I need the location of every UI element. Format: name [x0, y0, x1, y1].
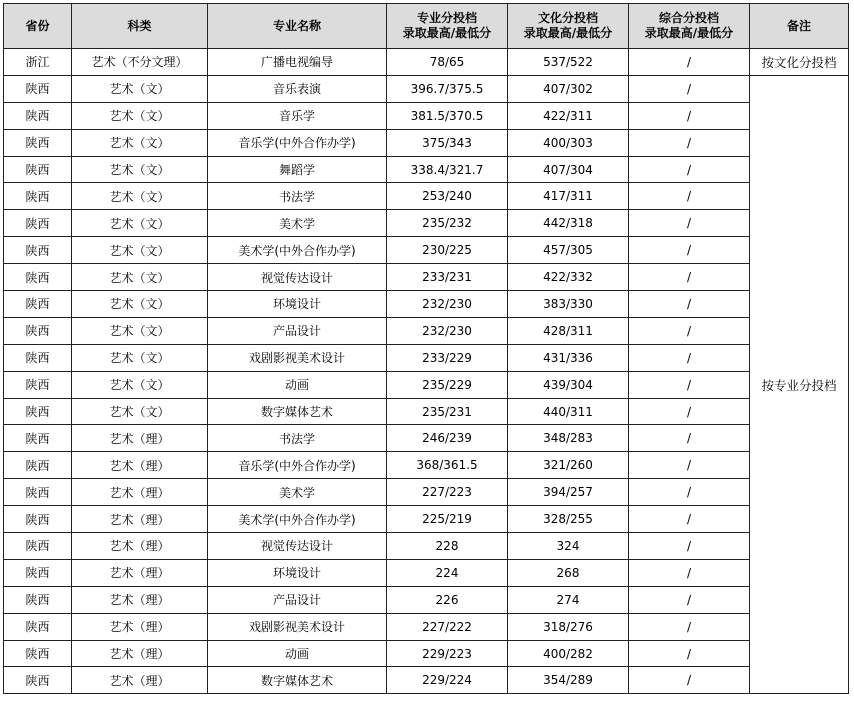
pro-score-cell: 232/230 — [387, 317, 508, 344]
major-cell: 音乐学(中外合作办学) — [208, 452, 387, 479]
culture-score-cell: 407/304 — [508, 156, 629, 183]
composite-score-cell: / — [629, 506, 750, 533]
composite-score-cell: / — [629, 210, 750, 237]
major-cell: 戏剧影视美术设计 — [208, 344, 387, 371]
province-cell: 陕西 — [4, 264, 72, 291]
composite-score-cell: / — [629, 425, 750, 452]
pro-score-cell: 338.4/321.7 — [387, 156, 508, 183]
note-cell-culture: 按文化分投档 — [750, 49, 849, 76]
province-cell: 陕西 — [4, 344, 72, 371]
category-cell: 艺术（文） — [72, 398, 208, 425]
major-cell: 美术学(中外合作办学) — [208, 506, 387, 533]
culture-score-cell: 442/318 — [508, 210, 629, 237]
major-cell: 动画 — [208, 640, 387, 667]
pro-score-cell: 224 — [387, 559, 508, 586]
pro-score-cell: 233/231 — [387, 264, 508, 291]
category-cell: 艺术（不分文理） — [72, 49, 208, 76]
composite-score-cell: / — [629, 479, 750, 506]
province-cell: 陕西 — [4, 452, 72, 479]
composite-score-cell: / — [629, 344, 750, 371]
province-cell: 陕西 — [4, 559, 72, 586]
major-cell: 产品设计 — [208, 586, 387, 613]
category-cell: 艺术（文） — [72, 237, 208, 264]
category-cell: 艺术（理） — [72, 452, 208, 479]
major-cell: 广播电视编导 — [208, 49, 387, 76]
province-cell: 陕西 — [4, 667, 72, 694]
major-cell: 产品设计 — [208, 317, 387, 344]
province-cell: 陕西 — [4, 640, 72, 667]
table-row — [4, 425, 849, 452]
table-row — [4, 156, 849, 183]
category-cell: 艺术（文） — [72, 156, 208, 183]
province-cell: 陕西 — [4, 129, 72, 156]
culture-score-cell: 537/522 — [508, 49, 629, 76]
category-cell: 艺术（文） — [72, 75, 208, 102]
province-cell: 陕西 — [4, 371, 72, 398]
header-culture-score-line1: 文化分投档 — [537, 11, 598, 25]
table-row — [4, 49, 849, 76]
category-cell: 艺术（理） — [72, 613, 208, 640]
culture-score-cell: 324 — [508, 533, 629, 560]
table-row — [4, 613, 849, 640]
category-cell: 艺术（文） — [72, 344, 208, 371]
composite-score-cell: / — [629, 398, 750, 425]
major-cell: 音乐表演 — [208, 75, 387, 102]
culture-score-cell: 274 — [508, 586, 629, 613]
pro-score-cell: 235/229 — [387, 371, 508, 398]
composite-score-cell: / — [629, 264, 750, 291]
major-cell: 美术学 — [208, 479, 387, 506]
composite-score-cell: / — [629, 129, 750, 156]
province-cell: 陕西 — [4, 317, 72, 344]
pro-score-cell: 226 — [387, 586, 508, 613]
pro-score-cell: 230/225 — [387, 237, 508, 264]
category-cell: 艺术（文） — [72, 317, 208, 344]
culture-score-cell: 354/289 — [508, 667, 629, 694]
province-cell: 陕西 — [4, 479, 72, 506]
header-pro-score-line1: 专业分投档 — [416, 11, 477, 25]
pro-score-cell: 229/224 — [387, 667, 508, 694]
province-cell: 陕西 — [4, 613, 72, 640]
major-cell: 数字媒体艺术 — [208, 398, 387, 425]
culture-score-cell: 348/283 — [508, 425, 629, 452]
table-row — [4, 640, 849, 667]
composite-score-cell: / — [629, 75, 750, 102]
province-cell: 陕西 — [4, 425, 72, 452]
pro-score-cell: 368/361.5 — [387, 452, 508, 479]
composite-score-cell: / — [629, 49, 750, 76]
culture-score-cell: 318/276 — [508, 613, 629, 640]
composite-score-cell: / — [629, 586, 750, 613]
province-cell: 陕西 — [4, 586, 72, 613]
pro-score-cell: 381.5/370.5 — [387, 102, 508, 129]
culture-score-cell: 383/330 — [508, 291, 629, 318]
culture-score-cell: 431/336 — [508, 344, 629, 371]
table-row — [4, 183, 849, 210]
major-cell: 美术学(中外合作办学) — [208, 237, 387, 264]
pro-score-cell: 227/223 — [387, 479, 508, 506]
table-row — [4, 479, 849, 506]
province-cell: 陕西 — [4, 156, 72, 183]
pro-score-cell: 396.7/375.5 — [387, 75, 508, 102]
province-cell: 陕西 — [4, 291, 72, 318]
major-cell: 环境设计 — [208, 291, 387, 318]
header-row — [4, 4, 849, 49]
table-row — [4, 586, 849, 613]
table-row — [4, 506, 849, 533]
province-cell: 陕西 — [4, 183, 72, 210]
category-cell: 艺术（文） — [72, 183, 208, 210]
culture-score-cell: 400/303 — [508, 129, 629, 156]
table-row — [4, 264, 849, 291]
composite-score-cell: / — [629, 667, 750, 694]
culture-score-cell: 439/304 — [508, 371, 629, 398]
composite-score-cell: / — [629, 102, 750, 129]
major-cell: 视觉传达设计 — [208, 533, 387, 560]
category-cell: 艺术（文） — [72, 371, 208, 398]
major-cell: 音乐学 — [208, 102, 387, 129]
category-cell: 艺术（文） — [72, 264, 208, 291]
culture-score-cell: 400/282 — [508, 640, 629, 667]
category-cell: 艺术（理） — [72, 640, 208, 667]
table-row — [4, 75, 849, 102]
culture-score-cell: 407/302 — [508, 75, 629, 102]
major-cell: 数字媒体艺术 — [208, 667, 387, 694]
category-cell: 艺术（理） — [72, 506, 208, 533]
culture-score-cell: 428/311 — [508, 317, 629, 344]
culture-score-cell: 328/255 — [508, 506, 629, 533]
composite-score-cell: / — [629, 533, 750, 560]
composite-score-cell: / — [629, 237, 750, 264]
header-major: 专业名称 — [208, 4, 387, 49]
composite-score-cell: / — [629, 317, 750, 344]
table-row — [4, 667, 849, 694]
province-cell: 陕西 — [4, 210, 72, 237]
province-cell: 陕西 — [4, 102, 72, 129]
province-cell: 陕西 — [4, 398, 72, 425]
table-row — [4, 102, 849, 129]
province-cell: 陕西 — [4, 75, 72, 102]
category-cell: 艺术（文） — [72, 102, 208, 129]
culture-score-cell: 422/332 — [508, 264, 629, 291]
header-composite-score — [629, 4, 750, 49]
header-pro-score — [387, 4, 508, 49]
composite-score-cell: / — [629, 291, 750, 318]
pro-score-cell: 375/343 — [387, 129, 508, 156]
table-row — [4, 291, 849, 318]
pro-score-cell: 227/222 — [387, 613, 508, 640]
table-row — [4, 317, 849, 344]
province-cell: 陕西 — [4, 237, 72, 264]
admission-score-table — [3, 3, 849, 694]
major-cell: 美术学 — [208, 210, 387, 237]
major-cell: 戏剧影视美术设计 — [208, 613, 387, 640]
major-cell: 书法学 — [208, 183, 387, 210]
category-cell: 艺术（理） — [72, 425, 208, 452]
table-body — [4, 49, 849, 694]
category-cell: 艺术（理） — [72, 479, 208, 506]
culture-score-cell: 394/257 — [508, 479, 629, 506]
table-row — [4, 452, 849, 479]
table-row — [4, 371, 849, 398]
composite-score-cell: / — [629, 613, 750, 640]
pro-score-cell: 235/231 — [387, 398, 508, 425]
culture-score-cell: 440/311 — [508, 398, 629, 425]
culture-score-cell: 422/311 — [508, 102, 629, 129]
header-province: 省份 — [4, 4, 72, 49]
pro-score-cell: 228 — [387, 533, 508, 560]
table-row — [4, 210, 849, 237]
category-cell: 艺术（理） — [72, 667, 208, 694]
header-culture-score-line2: 录取最高/最低分 — [523, 26, 613, 40]
category-cell: 艺术（理） — [72, 559, 208, 586]
table-row — [4, 237, 849, 264]
pro-score-cell: 253/240 — [387, 183, 508, 210]
composite-score-cell: / — [629, 183, 750, 210]
header-culture-score — [508, 4, 629, 49]
pro-score-cell: 233/229 — [387, 344, 508, 371]
major-cell: 视觉传达设计 — [208, 264, 387, 291]
composite-score-cell: / — [629, 156, 750, 183]
culture-score-cell: 417/311 — [508, 183, 629, 210]
pro-score-cell: 225/219 — [387, 506, 508, 533]
composite-score-cell: / — [629, 640, 750, 667]
table-row — [4, 533, 849, 560]
major-cell: 书法学 — [208, 425, 387, 452]
province-cell: 陕西 — [4, 506, 72, 533]
table-row — [4, 398, 849, 425]
note-cell-professional: 按专业分投档 — [750, 75, 849, 693]
category-cell: 艺术（理） — [72, 586, 208, 613]
table-row — [4, 344, 849, 371]
pro-score-cell: 232/230 — [387, 291, 508, 318]
province-cell: 陕西 — [4, 533, 72, 560]
culture-score-cell: 457/305 — [508, 237, 629, 264]
major-cell: 环境设计 — [208, 559, 387, 586]
major-cell: 舞蹈学 — [208, 156, 387, 183]
composite-score-cell: / — [629, 452, 750, 479]
composite-score-cell: / — [629, 559, 750, 586]
header-note: 备注 — [750, 4, 849, 49]
category-cell: 艺术（文） — [72, 210, 208, 237]
category-cell: 艺术（文） — [72, 291, 208, 318]
province-cell: 浙江 — [4, 49, 72, 76]
pro-score-cell: 235/232 — [387, 210, 508, 237]
header-category: 科类 — [72, 4, 208, 49]
header-composite-score-line2: 录取最高/最低分 — [644, 26, 734, 40]
major-cell: 动画 — [208, 371, 387, 398]
header-pro-score-line2: 录取最高/最低分 — [402, 26, 492, 40]
culture-score-cell: 321/260 — [508, 452, 629, 479]
pro-score-cell: 229/223 — [387, 640, 508, 667]
category-cell: 艺术（理） — [72, 533, 208, 560]
pro-score-cell: 78/65 — [387, 49, 508, 76]
major-cell: 音乐学(中外合作办学) — [208, 129, 387, 156]
table-row — [4, 129, 849, 156]
header-composite-score-line1: 综合分投档 — [658, 11, 719, 25]
table-row — [4, 559, 849, 586]
composite-score-cell: / — [629, 371, 750, 398]
category-cell: 艺术（文） — [72, 129, 208, 156]
pro-score-cell: 246/239 — [387, 425, 508, 452]
culture-score-cell: 268 — [508, 559, 629, 586]
